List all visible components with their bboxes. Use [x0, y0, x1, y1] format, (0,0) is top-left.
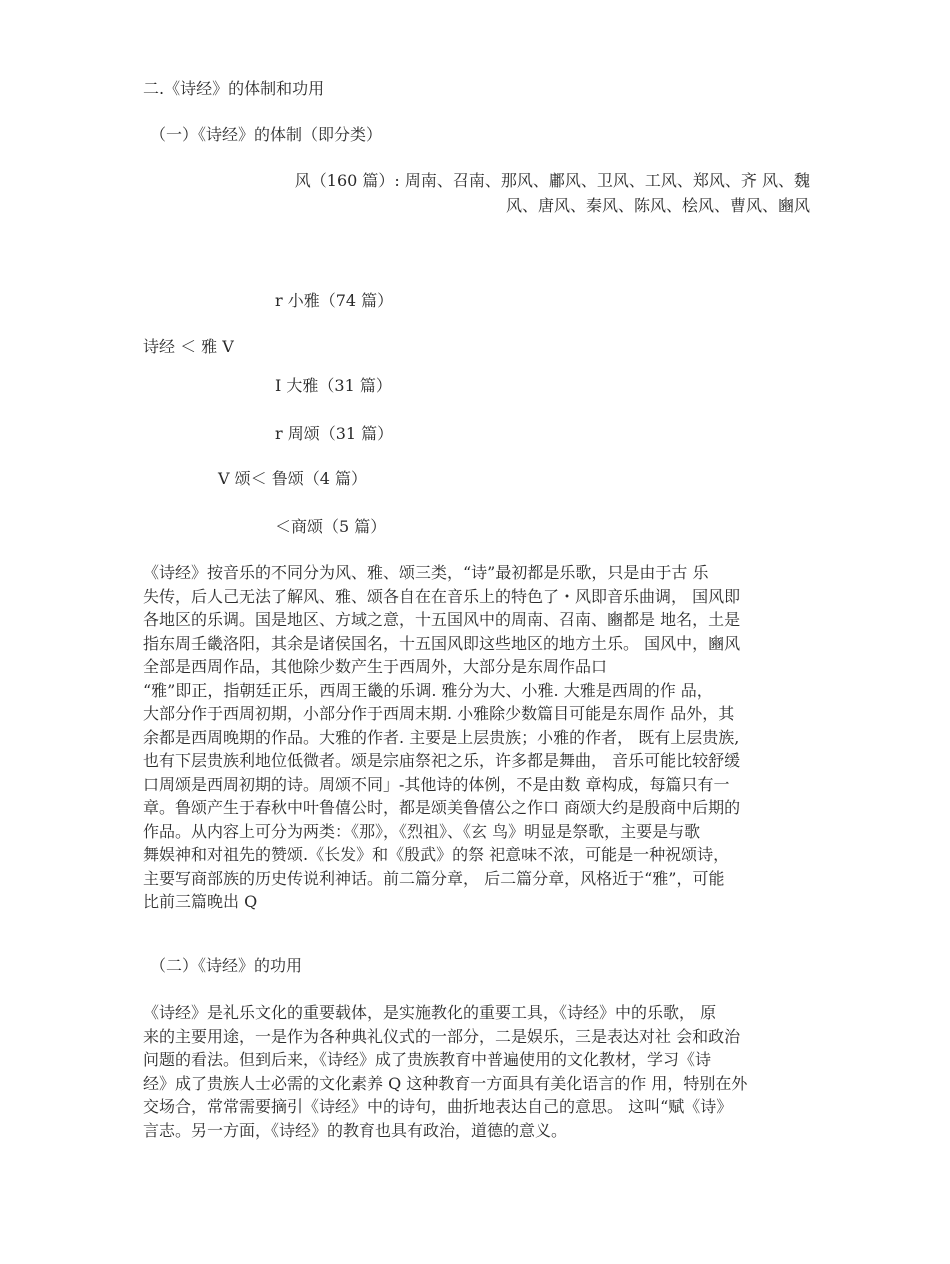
paragraph-line: 余都是西周晚期的作品。大雅的作者. 主要是上层贵族；小雅的作者， 既有上层贵族, [143, 727, 740, 747]
paragraph-function [143, 1001, 815, 1142]
paragraph-line: 口周颂是西周初期的诗。周颂不同」-其他诗的体例，不是由数 章构成，每篇只有一 [143, 774, 730, 794]
paragraph-line: 舞娱神和对祖先的赞颂.《长发》和《殷武》的祭 祀意味不浓，可能是一种祝颂诗， [143, 845, 730, 864]
feng-line-1: 风（160 篇）: 周南、召南、那风、鄘风、卫风、工风、郑风、齐 风、魏 [294, 171, 810, 190]
paragraph-line: 经》成了贵族人士必需的文化素养 Q 这种教育一方面具有美化语言的作 用，特别在外 [143, 1073, 748, 1093]
paragraph-line: 主要写商部族的历史传说利神话。前二篇分章， 后二篇分章，风格近于“雅”，可能 [143, 868, 725, 888]
daya-label: I 大雅（31 篇） [275, 376, 392, 395]
paragraph-line: 《诗经》是礼乐文化的重要载体，是实施教化的重要工具，《诗经》中的乐歌， 原 [143, 1003, 717, 1022]
shangsong-label: ＜商颂（5 篇） [275, 517, 387, 536]
paragraph-classification [143, 561, 815, 914]
subsection-title-function: （二）《诗经》的功用 [150, 956, 303, 975]
paragraph-line: 言志。另一方面，《诗经》的教育也具有政治，道德的意义。 [143, 1120, 568, 1140]
paragraph-line: 来的主要用途，一是作为各种典礼仪式的一部分，二是娱乐，三是表达对社 会和政治 [143, 1026, 741, 1046]
subsection-title-structure: （一）《诗经》的体制（即分类） [150, 125, 383, 144]
xiaoya-label: r 小雅（74 篇） [275, 291, 394, 310]
paragraph-line: 比前三篇晚出 Q [143, 892, 258, 911]
paragraph-line: 也有下层贵族利地位低微者。颂是宗庙祭祀之乐，许多都是舞曲， 音乐可能比较舒缓 [143, 751, 741, 770]
paragraph-line: 失传，后人己无法了解风、雅、颂各自在在音乐上的特色了・风即音乐曲调， 国风即 [143, 586, 741, 606]
section-title: 二.《诗经》的体制和功用 [143, 79, 325, 98]
paragraph-line: 作品。从内容上可分为两类：《那》，《烈祖》、《玄 鸟》明显是祭歌，主要是与歌 [143, 821, 701, 841]
paragraph-line: “雅”即正，指朝廷正乐，西周王畿的乐调. 雅分为大、小雅. 大雅是西周的作 品， [143, 680, 713, 700]
paragraph-line: 各地区的乐调。国是地区、方域之意，十五国风中的周南、召南、豳都是 地名，土是 [143, 610, 741, 629]
paragraph-line: 问题的看法。但到后来，《诗经》成了贵族教育中普遍使用的文化教材，学习《诗 [143, 1050, 712, 1069]
paragraph-line: 《诗经》按音乐的不同分为风、雅、颂三类，“诗”最初都是乐歌，只是由于古 乐 [143, 563, 709, 582]
paragraph-line: 大部分作于西周初期，小部分作于西周末期. 小雅除少数篇目可能是东周作 品外，其 [143, 704, 735, 723]
feng-line-2: 风、唐风、秦风、陈风、桧风、曹风、豳风 [505, 196, 810, 215]
paragraph-line: 全部是西周作品，其他除少数产生于西周外，大部分是东周作品口 [143, 657, 608, 676]
song-lusong-label: V 颂＜ 鲁颂（4 篇） [218, 469, 367, 488]
paragraph-line: 指东周壬畿洛阳，其余是诸侯国名，十五国风即这些地区的地方土乐。 国风中，豳风 [143, 633, 741, 653]
zhousong-label: r 周颂（31 篇） [275, 424, 394, 443]
paragraph-line: 交场合，常常需要摘引《诗经》中的诗句，曲折地表达自己的意思。 这叫“赋《诗》 [143, 1097, 733, 1116]
shijing-ya-label: 诗经 ＜ 雅 V [143, 337, 234, 356]
paragraph-line: 章。鲁颂产生于春秋中叶鲁僖公时，都是颂美鲁僖公之作口 商颂大约是殷商中后期的 [143, 798, 741, 817]
